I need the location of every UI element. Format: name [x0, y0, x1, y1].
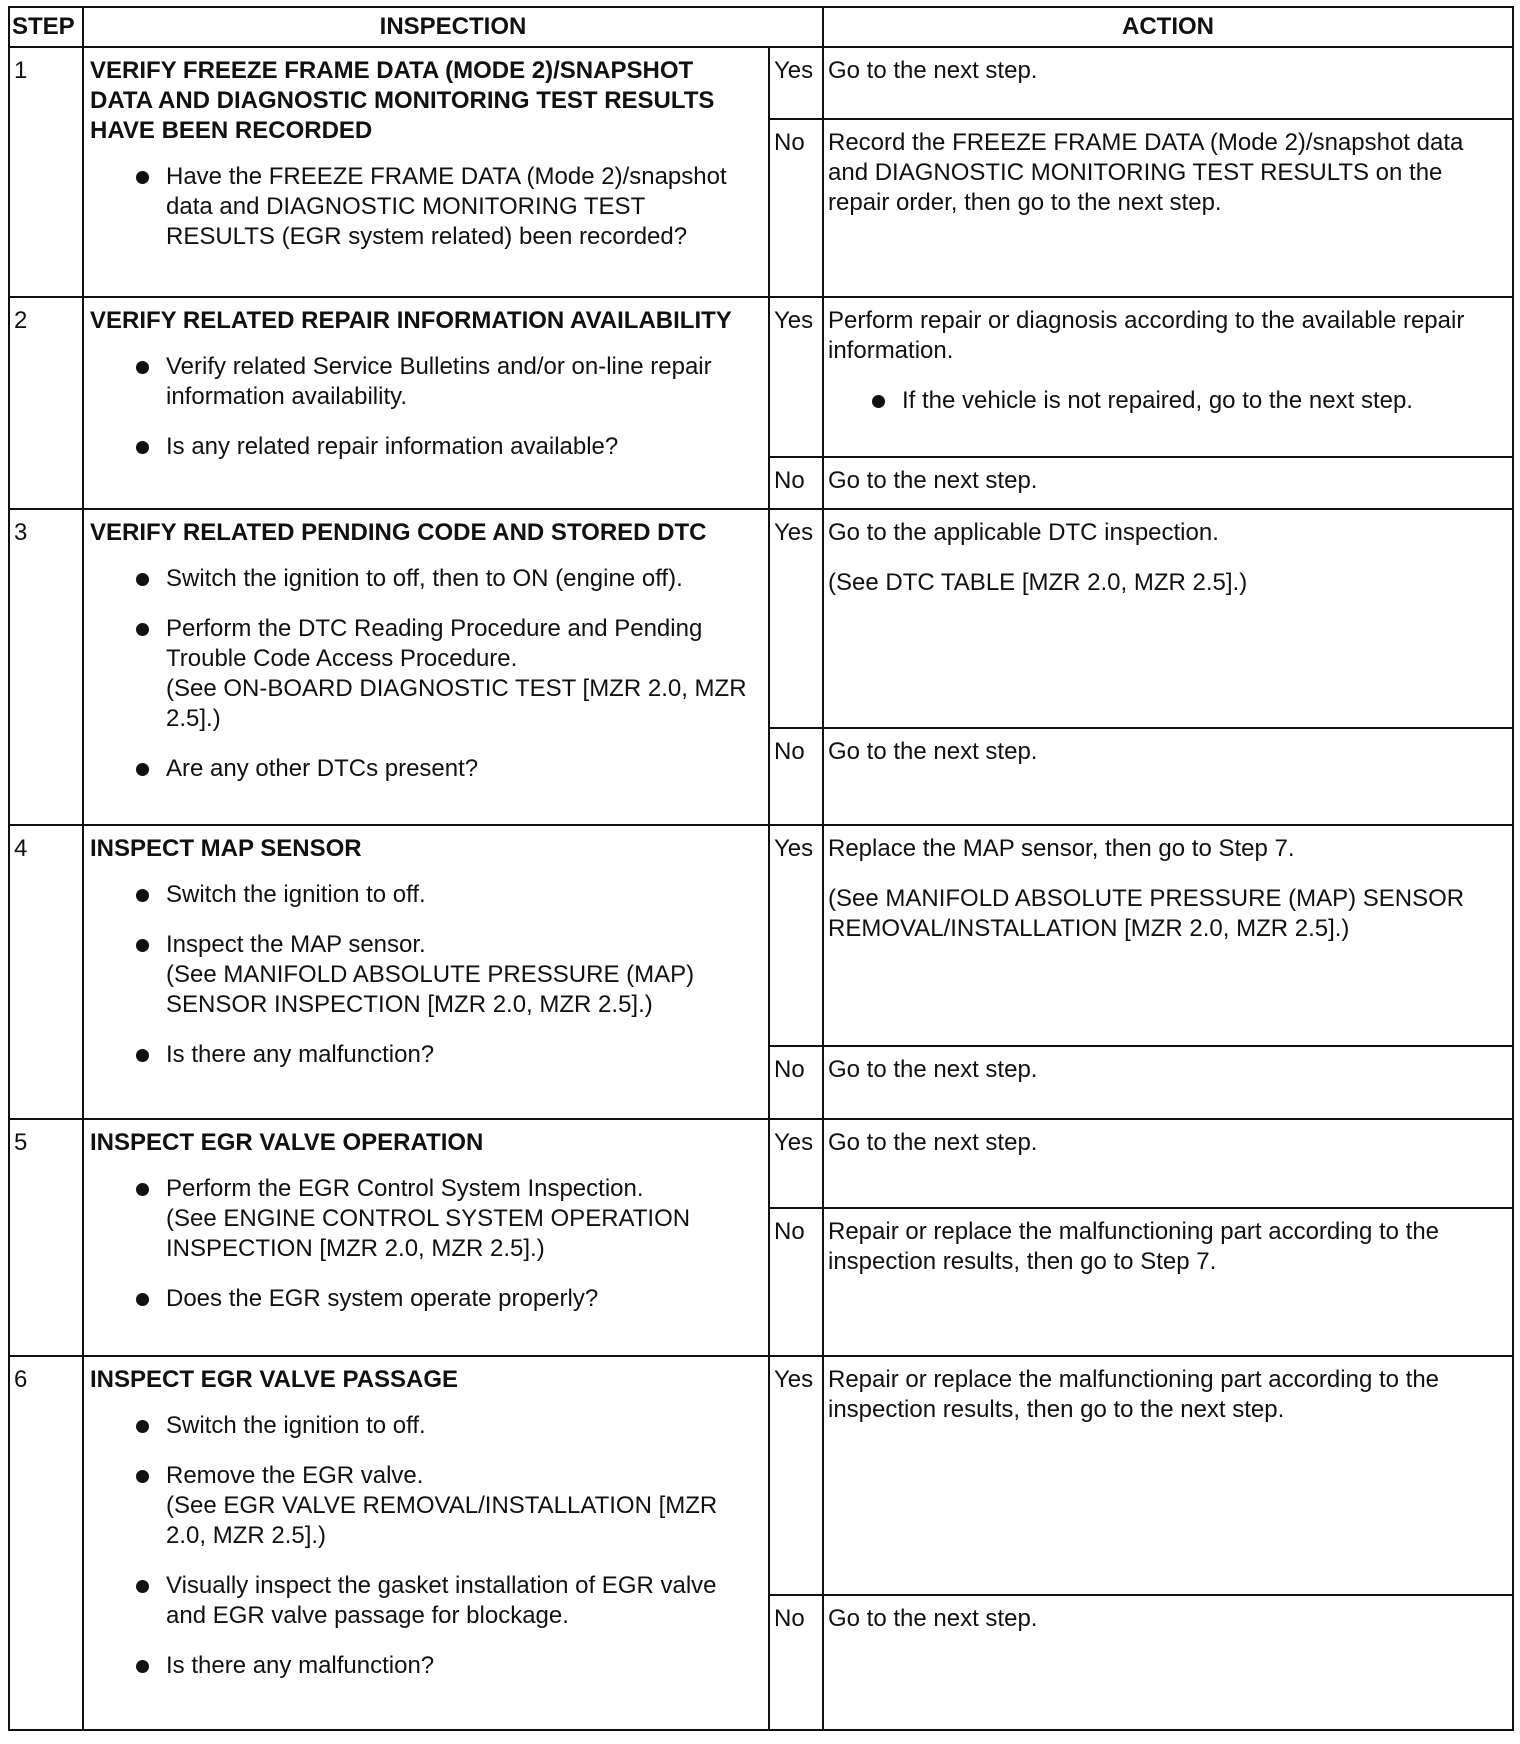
- step-title: VERIFY RELATED PENDING CODE AND STORED DTC: [90, 519, 707, 546]
- inspection-item: Is there any malfunction?: [90, 1651, 758, 1681]
- inspection-list: [90, 880, 758, 960]
- no-action: [823, 119, 1513, 297]
- inspection-item: Perform the EGR Control System Inspection.: [90, 1174, 758, 1204]
- step-1-inspection: [83, 47, 769, 297]
- column-header-step: STEP: [9, 7, 83, 47]
- inspection-item: Remove the EGR valve.: [90, 1461, 758, 1491]
- yes-action: [823, 47, 1513, 119]
- inspection-item: Switch the ignition to off.: [90, 1411, 758, 1441]
- action-item: If the vehicle is not repaired, go to the next step.: [828, 386, 1504, 416]
- inspection-item: Inspect the MAP sensor.: [90, 930, 758, 960]
- step-2-inspection: [83, 297, 769, 509]
- no-label: No: [769, 1046, 823, 1119]
- action-text: Go to the next step.: [828, 1605, 1038, 1632]
- no-label: No: [769, 1208, 823, 1356]
- reference-text: (See ENGINE CONTROL SYSTEM OPERATION INSPECTION [MZR 2.0, MZR 2.5].): [166, 1205, 691, 1262]
- yes-action: [823, 1356, 1513, 1595]
- inspection-item: Perform the DTC Reading Procedure and Pending Trouble Code Access Procedure.: [90, 614, 758, 674]
- step-title: INSPECT MAP SENSOR: [90, 835, 362, 862]
- diagnostic-procedure-table: [8, 6, 1514, 1731]
- step-1-yes-row: [9, 47, 1513, 119]
- action-text: Go to the next step.: [828, 1129, 1038, 1156]
- no-action: [823, 457, 1513, 509]
- inspection-list: [90, 754, 758, 784]
- action-text: Perform repair or diagnosis according to the available repair information.: [828, 307, 1465, 364]
- no-action: [823, 1046, 1513, 1119]
- step-3-yes-row: [9, 509, 1513, 728]
- step-4-inspection: [83, 825, 769, 1119]
- no-label: No: [769, 457, 823, 509]
- reference-text: (See DTC TABLE [MZR 2.0, MZR 2.5].): [828, 569, 1248, 596]
- step-title: VERIFY RELATED REPAIR INFORMATION AVAILABILITY: [90, 307, 732, 334]
- action-text: Replace the MAP sensor, then go to Step 7.: [828, 835, 1295, 862]
- action-text: Repair or replace the malfunctioning part according to the inspection results, then go to the next step.: [828, 1366, 1440, 1423]
- step-number: 4: [9, 825, 83, 1119]
- step-6-inspection: [83, 1356, 769, 1730]
- inspection-item: Does the EGR system operate properly?: [90, 1284, 758, 1314]
- step-6-yes-row: [9, 1356, 1513, 1595]
- action-list: [828, 386, 1504, 416]
- inspection-list: [90, 162, 758, 252]
- no-label: No: [769, 1595, 823, 1730]
- inspection-list: [90, 1284, 758, 1314]
- reference-text: (See EGR VALVE REMOVAL/INSTALLATION [MZR 2.0, MZR 2.5].): [166, 1492, 718, 1549]
- column-header-action: ACTION: [823, 7, 1513, 47]
- action-text: Go to the applicable DTC inspection.: [828, 519, 1219, 546]
- inspection-list: [90, 1040, 758, 1070]
- step-number: 3: [9, 509, 83, 825]
- step-number: 5: [9, 1119, 83, 1356]
- action-text: Go to the next step.: [828, 57, 1038, 84]
- no-action: [823, 728, 1513, 825]
- no-action: [823, 1208, 1513, 1356]
- inspection-item: Have the FREEZE FRAME DATA (Mode 2)/snapshot data and DIAGNOSTIC MONITORING TEST RESULTS (EGR system related) been recorded?: [90, 162, 758, 252]
- inspection-item: Is any related repair information available?: [90, 432, 758, 462]
- yes-label: Yes: [769, 1119, 823, 1208]
- action-text: Go to the next step.: [828, 467, 1038, 494]
- inspection-item: Verify related Service Bulletins and/or on-line repair information availability.: [90, 352, 758, 412]
- inspection-item: Visually inspect the gasket installation of EGR valve and EGR valve passage for blockage.: [90, 1571, 758, 1631]
- step-title: INSPECT EGR VALVE OPERATION: [90, 1129, 484, 1156]
- reference-text: (See MANIFOLD ABSOLUTE PRESSURE (MAP) SENSOR REMOVAL/INSTALLATION [MZR 2.0, MZR 2.5].): [828, 885, 1465, 942]
- reference-text: (See MANIFOLD ABSOLUTE PRESSURE (MAP) SENSOR INSPECTION [MZR 2.0, MZR 2.5].): [166, 961, 695, 1018]
- yes-action: [823, 509, 1513, 728]
- action-text: Go to the next step.: [828, 1056, 1038, 1083]
- step-5-yes-row: [9, 1119, 1513, 1208]
- action-text: Repair or replace the malfunctioning part according to the inspection results, then go to Step 7.: [828, 1218, 1440, 1275]
- inspection-list: [90, 352, 758, 462]
- step-5-inspection: [83, 1119, 769, 1356]
- step-number: 6: [9, 1356, 83, 1730]
- inspection-item: Is there any malfunction?: [90, 1040, 758, 1070]
- inspection-list: [90, 1571, 758, 1681]
- step-title: INSPECT EGR VALVE PASSAGE: [90, 1366, 459, 1393]
- no-label: No: [769, 119, 823, 297]
- inspection-list: [90, 1174, 758, 1204]
- step-number: 2: [9, 297, 83, 509]
- diagnostic-procedure-page: [8, 6, 1512, 1731]
- step-3-inspection: [83, 509, 769, 825]
- no-action: [823, 1595, 1513, 1730]
- yes-label: Yes: [769, 47, 823, 119]
- yes-action: [823, 825, 1513, 1046]
- yes-label: Yes: [769, 1356, 823, 1595]
- step-2-yes-row: [9, 297, 1513, 457]
- step-number: 1: [9, 47, 83, 297]
- action-text: Record the FREEZE FRAME DATA (Mode 2)/snapshot data and DIAGNOSTIC MONITORING TEST RESULTS on the repair order, then go to the next step.: [828, 129, 1464, 216]
- yes-action: [823, 1119, 1513, 1208]
- step-4-yes-row: [9, 825, 1513, 1046]
- inspection-list: [90, 564, 758, 674]
- column-header-inspection: INSPECTION: [83, 7, 823, 47]
- inspection-item: Switch the ignition to off, then to ON (engine off).: [90, 564, 758, 594]
- yes-label: Yes: [769, 297, 823, 457]
- no-label: No: [769, 728, 823, 825]
- step-title: VERIFY FREEZE FRAME DATA (MODE 2)/SNAPSHOT DATA AND DIAGNOSTIC MONITORING TEST RESULTS HAVE BEEN RECORDED: [90, 57, 715, 144]
- reference-text: (See ON-BOARD DIAGNOSTIC TEST [MZR 2.0, MZR 2.5].): [166, 675, 747, 732]
- inspection-item: Are any other DTCs present?: [90, 754, 758, 784]
- inspection-item: Switch the ignition to off.: [90, 880, 758, 910]
- yes-action: [823, 297, 1513, 457]
- yes-label: Yes: [769, 825, 823, 1046]
- action-text: Go to the next step.: [828, 738, 1038, 765]
- yes-label: Yes: [769, 509, 823, 728]
- table-header-row: [9, 7, 1513, 47]
- inspection-list: [90, 1411, 758, 1491]
